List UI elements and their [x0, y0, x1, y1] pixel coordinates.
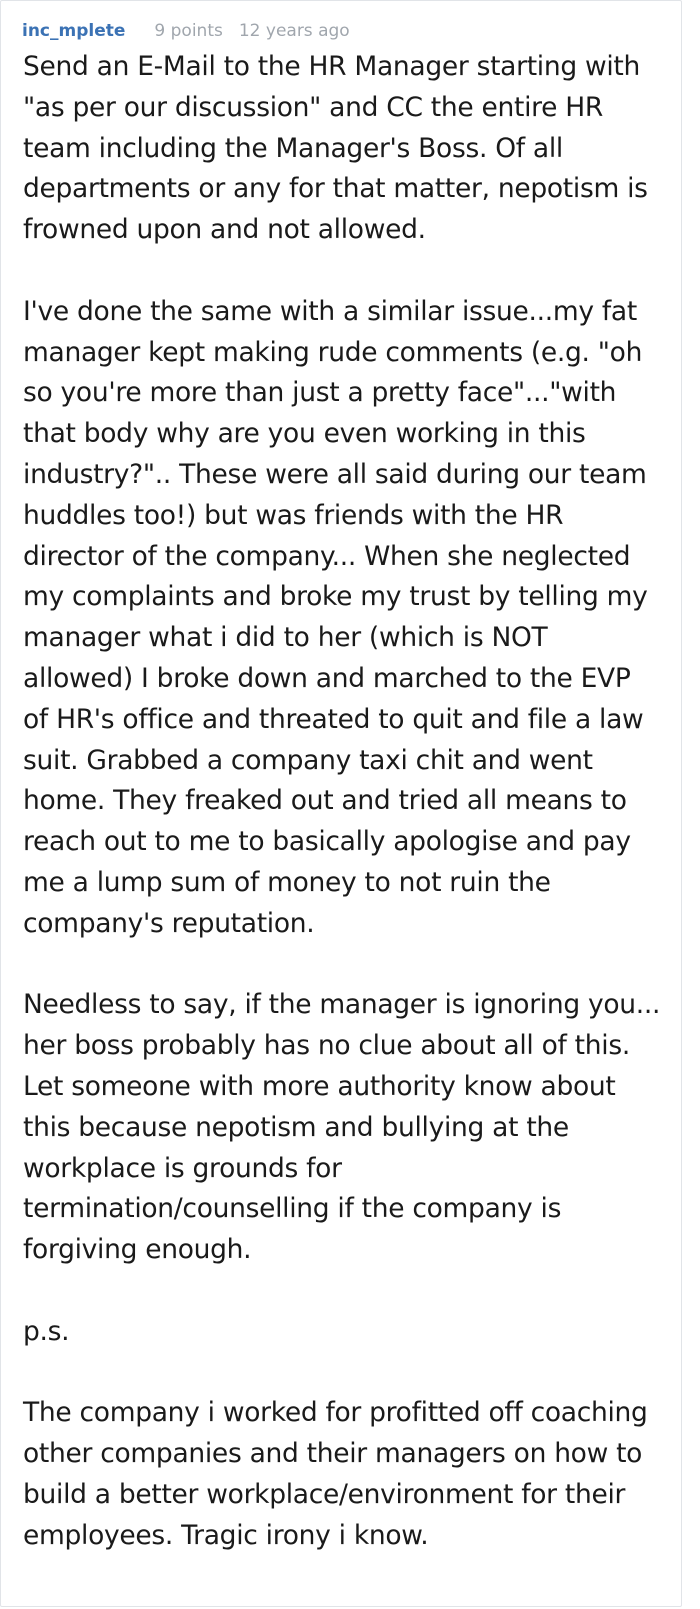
comment-paragraph: p.s. [23, 1315, 70, 1347]
comment-body [23, 47, 673, 1556]
timestamp: 12 years ago [238, 21, 350, 41]
comment-paragraph: Send an E-Mail to the HR Manager starting with "as per our discussion" and CC the entire HR team including the Manager's Boss. Of all departments or any for that matter, nepotism is frowned upon and not allowed. [23, 51, 648, 246]
username-link[interactable]: inc_mplete [22, 21, 126, 41]
comment-paragraph: Needless to say, if the manager is ignoring you... her boss probably has no clue about all of this. Let someone with more authority know about this because nepotism and bullying at the workplace is grounds for termination/counselling if the company is forgiving enough. [23, 989, 661, 1266]
comment-paragraph: I've done the same with a similar issue...my fat manager kept making rude comments (e.g. "oh so you're more than just a pretty face"..."with that body why are you even working in this industry?".. These were all said during our team huddles too!) but was friends with the HR director of the company... When she neglected my complaints and broke my trust by telling my manager what i did to her (which is NOT allowed) I broke down and marched to the EVP of HR's office and threated to quit and file a law suit. Grabbed a company taxi chit and went home. They freaked out and tried all means to reach out to me to basically apologise and pay me a lump sum of money to not ruin the company's reputation. [23, 295, 648, 939]
comment-meta [22, 19, 350, 43]
points-count: 9 points [154, 21, 223, 41]
comment-paragraph: The company i worked for profitted off coaching other companies and their managers on how to build a better workplace/environment for their employees. Tragic irony i know. [23, 1397, 648, 1551]
